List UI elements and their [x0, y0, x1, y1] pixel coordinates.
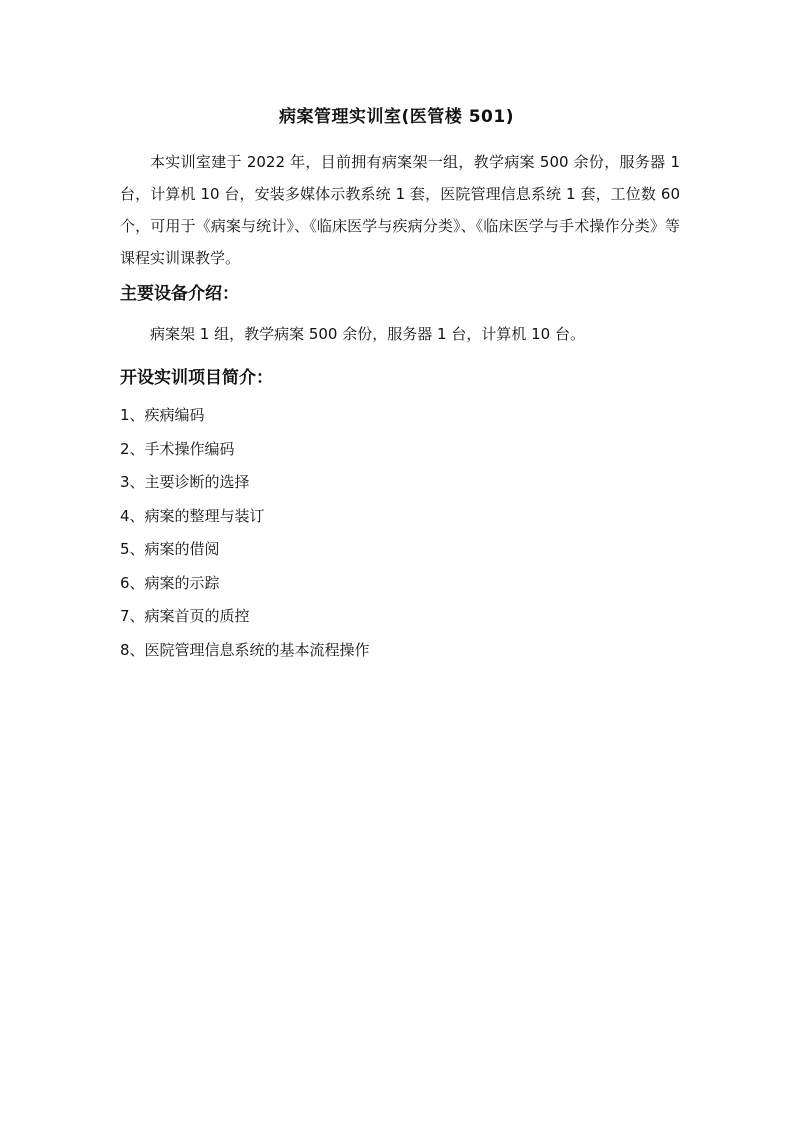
project-item-6: 6、病案的示踪 — [120, 573, 220, 592]
equipment-text: 病案架 1 组，教学病案 500 余份，服务器 1 台，计算机 10 台。 — [150, 325, 585, 343]
intro-paragraph: 本实训室建于 2022 年，目前拥有病案架一组，教学病案 500 余份，服务器 1 台，计算机 10 台，安装多媒体示教系统 1 套，医院管理信息系统 1 套，工位数 60 个，可用于《病案与统计》、《临床医学与疾病分类》、《临床医学与手术操作分类》等课程实训课教学。 — [120, 153, 680, 267]
equipment-heading: 主要设备介绍： — [120, 284, 239, 304]
project-item-8: 8、医院管理信息系统的基本流程操作 — [120, 640, 370, 659]
projects-list — [120, 403, 370, 671]
project-item-4: 4、病案的整理与装订 — [120, 506, 265, 525]
project-item-2: 2、手术操作编码 — [120, 439, 235, 458]
project-item-3: 3、主要诊断的选择 — [120, 473, 250, 491]
projects-heading: 开设实训项目简介： — [120, 368, 273, 388]
project-item-1: 1、疾病编码 — [120, 406, 205, 424]
project-item-7: 7、病案首页的质控 — [120, 607, 250, 625]
project-item-5: 5、病案的借阅 — [120, 540, 220, 558]
document-title: 病案管理实训室(医管楼 501) — [279, 107, 514, 127]
